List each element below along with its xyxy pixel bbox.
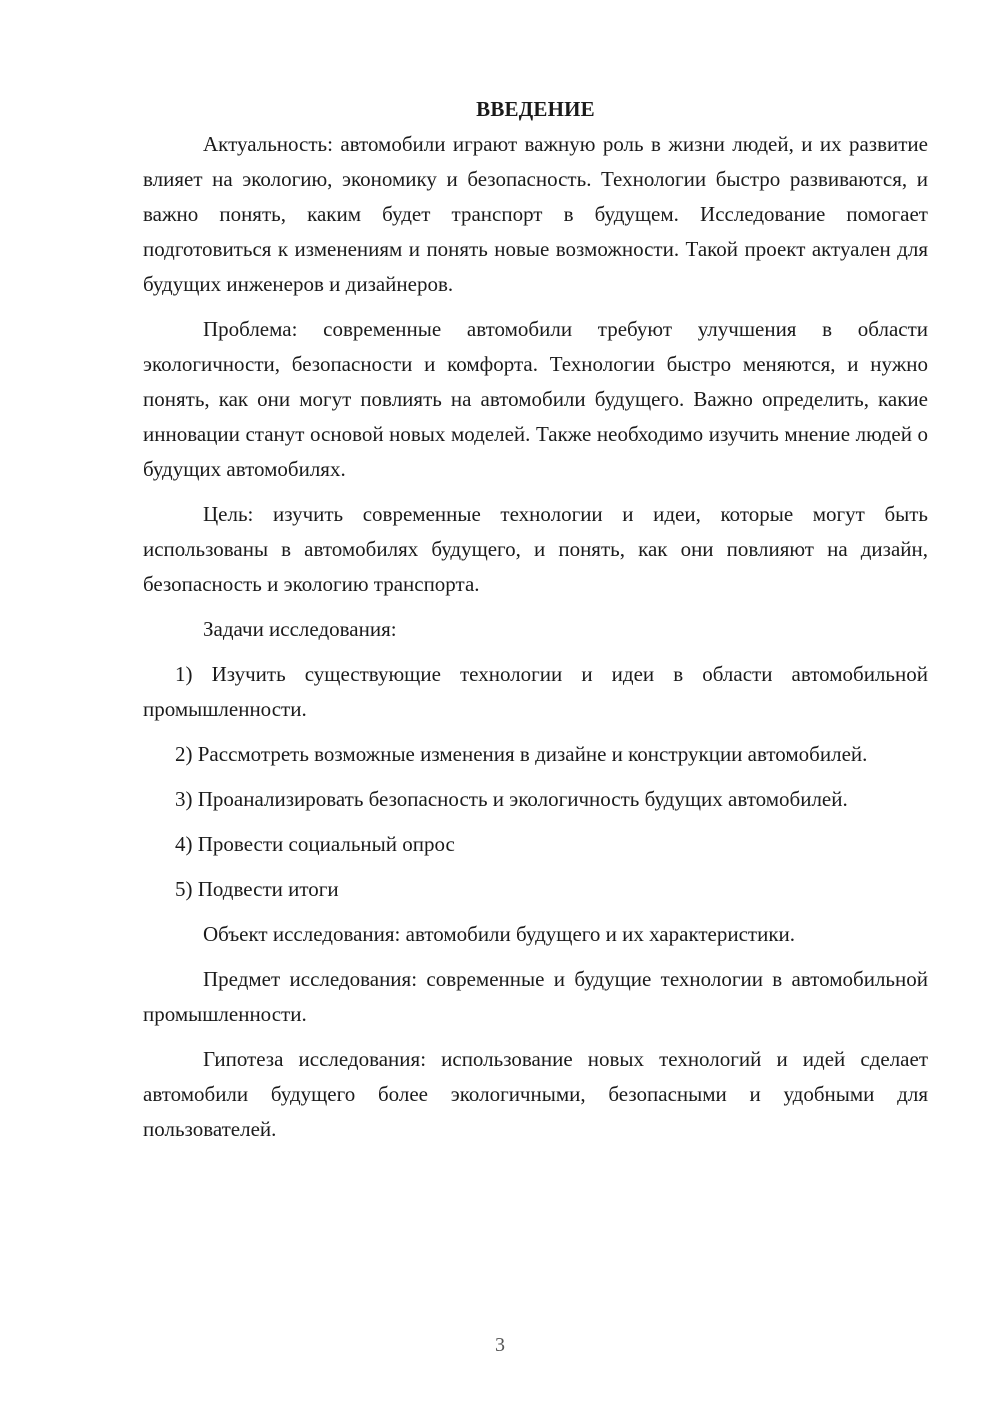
paragraph-problem: Проблема: современные автомобили требуют улучшения в области экологичности, безопасности и комфорта. Технологии быстро меняются, и нужно понять, как они могут повлиять на автомобили будущего. Важно определить, какие инновации станут основой новых моделей. Также необходимо изучить мнение людей о будущих автомобилях.: [143, 317, 928, 481]
paragraph-relevance: Актуальность: автомобили играют важную роль в жизни людей, и их развитие влияет на экологию, экономику и безопасность. Технологии быстро развиваются, и важно понять, каким будет транспорт в будущем. Исследование помогает подготовиться к изменениям и понять новые возможности. Такой проект актуален для будущих инженеров и дизайнеров.: [143, 132, 928, 296]
task-item-5: 5) Подвести итоги: [175, 877, 339, 901]
paragraph-subject: Предмет исследования: современные и будущие технологии в автомобильной промышленности.: [143, 967, 928, 1026]
task-item-2: 2) Рассмотреть возможные изменения в дизайне и конструкции автомобилей.: [175, 742, 868, 766]
document-page: [143, 92, 928, 1157]
paragraph-hypothesis: Гипотеза исследования: использование новых технологий и идей сделает автомобили будущего более экологичными, безопасными и удобными для пользователей.: [143, 1047, 928, 1141]
page-title: ВВЕДЕНИЕ: [476, 97, 595, 121]
task-item-1: 1) Изучить существующие технологии и идеи в области автомобильной промышленности.: [143, 662, 928, 721]
tasks-heading: Задачи исследования:: [203, 617, 397, 641]
paragraph-object: Объект исследования: автомобили будущего и их характеристики.: [203, 922, 796, 946]
paragraph-goal: Цель: изучить современные технологии и идеи, которые могут быть использованы в автомобилях будущего, и понять, как они повлияют на дизайн, безопасность и экологию транспорта.: [143, 502, 928, 596]
task-item-3: 3) Проанализировать безопасность и экологичность будущих автомобилей.: [175, 787, 848, 811]
task-item-4: 4) Провести социальный опрос: [175, 832, 455, 856]
page-number: 3: [495, 1334, 505, 1356]
